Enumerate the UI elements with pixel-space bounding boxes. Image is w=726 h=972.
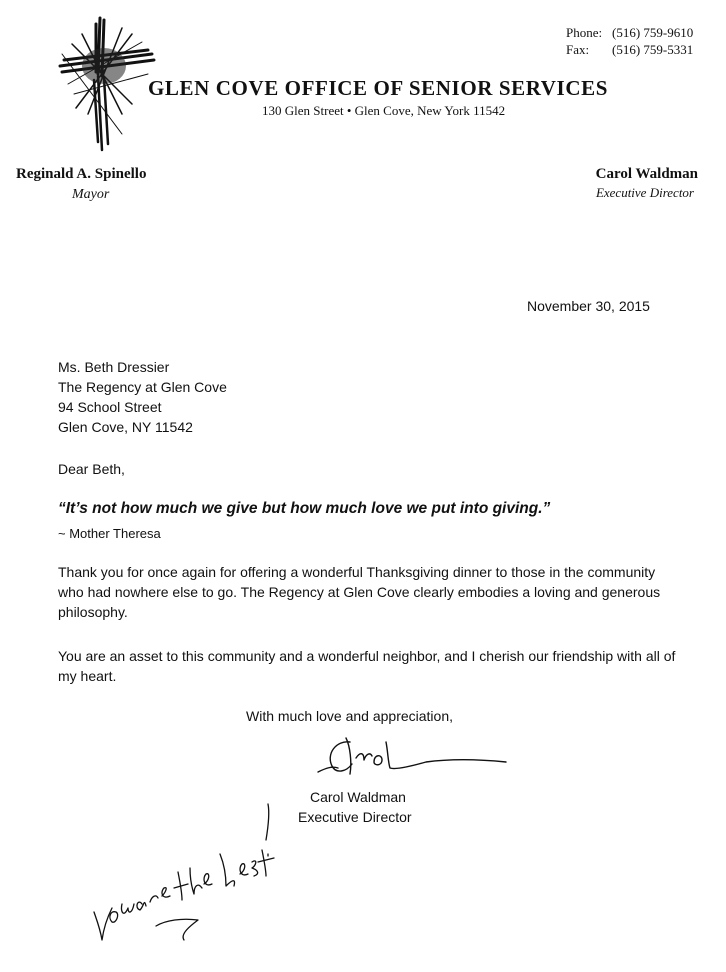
quote-author: ~ Mother Theresa <box>58 526 161 541</box>
fax-line <box>566 41 693 58</box>
organization-address: 130 Glen Street • Glen Cove, New York 11542 <box>262 103 506 118</box>
quote: “It’s not how much we give but how much love we put into giving.” <box>58 500 551 517</box>
body-paragraph: You are an asset to this community and a wonderful neighbor, and I cherish our friendship with all of my heart. <box>58 648 676 684</box>
fax-number: (516) 759-5331 <box>612 42 694 57</box>
handwritten-note <box>86 800 286 960</box>
recipient-line: Ms. Beth Dressier <box>58 359 170 375</box>
mayor-name: Reginald A. Spinello <box>16 166 147 182</box>
mayor-title: Mayor <box>72 187 110 202</box>
organization-name: GLEN COVE OFFICE OF SENIOR SERVICES <box>148 76 608 100</box>
director-title: Executive Director <box>595 185 694 200</box>
letter-date: November 30, 2015 <box>527 298 650 314</box>
phone-label: Phone: <box>566 25 603 40</box>
phone-number: (516) 759-9610 <box>612 25 694 40</box>
closing: With much love and appreciation, <box>246 708 453 724</box>
recipient-line: The Regency at Glen Cove <box>58 379 227 395</box>
fax-label: Fax: <box>566 42 590 57</box>
director-name: Carol Waldman <box>595 166 698 182</box>
signer-title: Executive Director <box>298 809 412 825</box>
recipient-address <box>58 357 227 437</box>
phone-line <box>566 24 693 41</box>
cross-logo-icon <box>52 14 162 154</box>
salutation: Dear Beth, <box>58 461 125 477</box>
recipient-line: 94 School Street <box>58 399 162 415</box>
signer-name: Carol Waldman <box>310 789 406 805</box>
body-paragraph: Thank you for once again for offering a wonderful Thanksgiving dinner to those in the community who had nowhere else to go. The Regency at Glen Cove clearly embodies a loving and generous philosophy. <box>58 564 661 620</box>
recipient-line: Glen Cove, NY 11542 <box>58 419 193 435</box>
signature <box>316 732 516 784</box>
